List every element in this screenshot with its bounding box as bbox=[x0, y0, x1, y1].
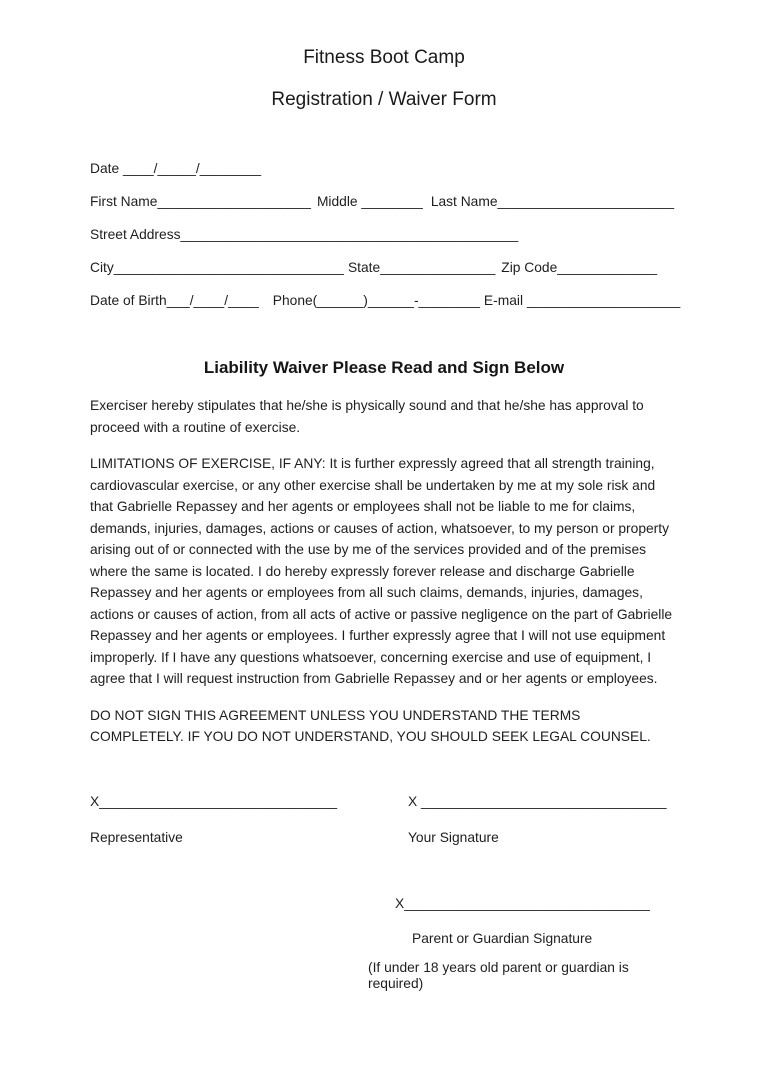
paragraph-limitations: LIMITATIONS OF EXERCISE, IF ANY: It is further expressly agreed that all strength training, cardiovascular exercise, or any other exercise shall be undertaken by me at my sole risk and that Gabrielle Repassey and her agents or employees shall not be liable to me for claims, demands, injuries, damages, actions or causes of action, whatsoever, to my person or property arising out of or connected with the use by me of the services provided and of the premises where the same is located. I do hereby expressly forever release and discharge Gabrielle Repassey and her agents or employees from all such claims, demands, injuries, damages, actions or causes of action, from all acts of active or passive negligence on the part of Gabrielle Repassey and her agents or employees. I further expressly agree that I will not use equipment improperly. If I have any questions whatsoever, concerning exercise and use of equipment, I agree that I will request instruction from Gabrielle Repassey and or her agents or employees. bbox=[90, 456, 673, 686]
first-name-blank[interactable]: ____________________ bbox=[157, 194, 311, 209]
representative-blank[interactable]: _______________________________ bbox=[99, 793, 338, 809]
state-field bbox=[348, 260, 495, 275]
representative-signature-line[interactable] bbox=[90, 794, 408, 810]
parent-guardian-label: Parent or Guardian Signature bbox=[412, 930, 593, 946]
your-signature-line[interactable] bbox=[408, 794, 678, 810]
registration-waiver-form-page bbox=[0, 46, 768, 1067]
first-name-label: First Name bbox=[90, 194, 158, 209]
your-signature-blank[interactable]: ________________________________ bbox=[421, 793, 667, 809]
middle-name-label: Middle bbox=[316, 194, 362, 209]
email-label: E-mail bbox=[483, 293, 527, 308]
middle-name-blank[interactable]: ________ bbox=[361, 194, 423, 209]
city-label: City bbox=[90, 260, 114, 275]
street-address-row bbox=[90, 227, 678, 242]
parent-guardian-note: (If under 18 years old parent or guardian is required) bbox=[368, 959, 629, 991]
registration-fields bbox=[90, 161, 681, 308]
street-address-blank[interactable]: ____________________________________________ bbox=[180, 227, 519, 242]
zip-code-blank[interactable]: _____________ bbox=[557, 260, 658, 275]
name-row bbox=[90, 194, 678, 209]
last-name-field bbox=[431, 194, 674, 209]
your-signature-label: Your Signature bbox=[408, 829, 499, 845]
paragraph-warning: DO NOT SIGN THIS AGREEMENT UNLESS YOU UNDERSTAND THE TERMS COMPLETELY. IF YOU DO NOT UNDERSTAND, YOU SHOULD SEEK LEGAL COUNSEL. bbox=[90, 707, 651, 744]
signature-row bbox=[90, 794, 678, 846]
city-field bbox=[90, 260, 344, 275]
dob-phone-email-row bbox=[90, 293, 681, 308]
representative-x-mark: X bbox=[90, 793, 100, 809]
zip-code-label: Zip Code bbox=[501, 260, 558, 275]
date-row bbox=[90, 161, 678, 176]
email-blank[interactable]: ____________________ bbox=[526, 293, 681, 308]
middle-name-field bbox=[317, 194, 423, 209]
street-address-label: Street Address bbox=[90, 227, 181, 242]
city-blank[interactable]: ______________________________ bbox=[113, 260, 344, 275]
date-of-birth-field bbox=[90, 293, 259, 308]
date-of-birth-blank[interactable]: ___/____/____ bbox=[166, 293, 259, 308]
first-name-field bbox=[90, 194, 311, 209]
street-address-field bbox=[90, 227, 518, 242]
your-signature-block bbox=[408, 794, 678, 846]
zip-code-field bbox=[501, 260, 657, 275]
parent-guardian-signature-line[interactable] bbox=[395, 896, 678, 912]
last-name-label: Last Name bbox=[430, 194, 498, 209]
date-field bbox=[90, 161, 261, 176]
liability-waiver-heading: Liability Waiver Please Read and Sign Below bbox=[203, 358, 565, 377]
paragraph-stipulation: Exerciser hereby stipulates that he/she is physically sound and that he/she has approval to proceed with a routine of exercise. bbox=[90, 398, 644, 435]
representative-signature-block bbox=[90, 794, 408, 846]
parent-guardian-x-mark: X bbox=[395, 895, 405, 911]
date-label: Date bbox=[90, 161, 123, 176]
document-title: Fitness Boot Camp bbox=[303, 47, 465, 68]
representative-label: Representative bbox=[90, 829, 183, 845]
state-label: State bbox=[347, 260, 381, 275]
parent-guardian-blank[interactable]: ________________________________ bbox=[404, 895, 650, 911]
your-signature-x-mark: X bbox=[408, 793, 422, 809]
phone-blank[interactable]: (______)______-________ bbox=[312, 293, 480, 308]
date-blank[interactable]: ____/_____/________ bbox=[122, 161, 262, 176]
state-blank[interactable]: _______________ bbox=[380, 260, 496, 275]
phone-label: Phone bbox=[272, 293, 313, 308]
email-field bbox=[484, 293, 680, 308]
date-of-birth-label: Date of Birth bbox=[90, 293, 167, 308]
document-subtitle: Registration / Waiver Form bbox=[271, 89, 497, 110]
city-state-zip-row bbox=[90, 260, 678, 275]
phone-field bbox=[273, 293, 480, 308]
parent-guardian-signature-block bbox=[90, 896, 678, 992]
last-name-blank[interactable]: _______________________ bbox=[497, 194, 675, 209]
